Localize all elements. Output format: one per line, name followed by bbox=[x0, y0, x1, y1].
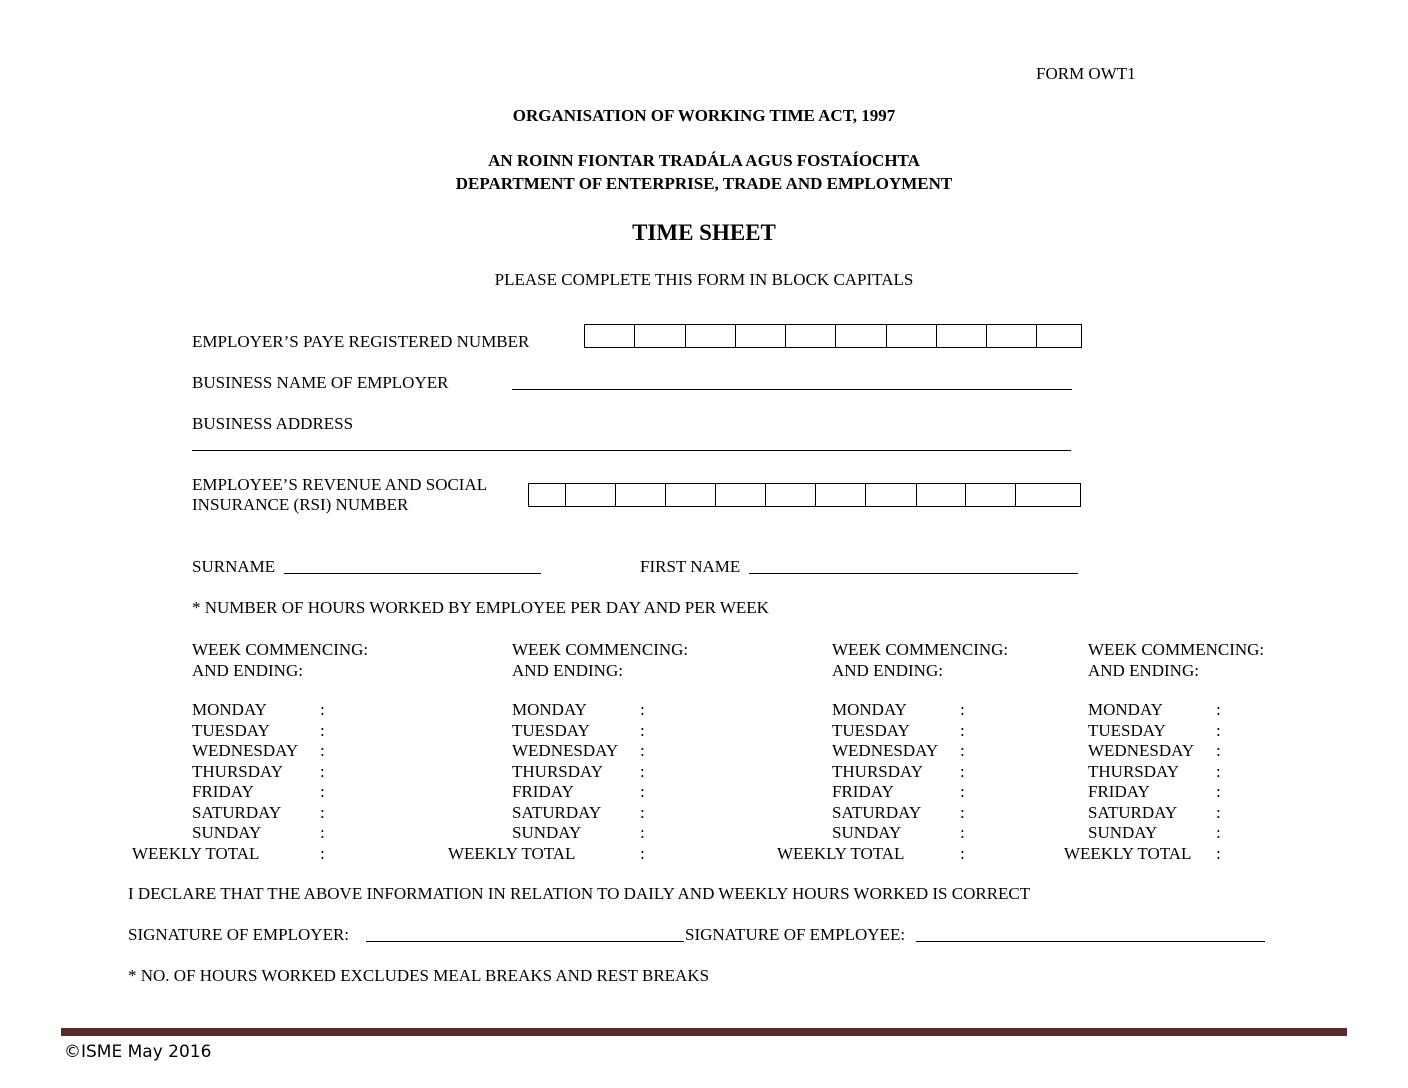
day-label-friday: FRIDAY bbox=[1088, 782, 1150, 801]
rsi-digit-box[interactable] bbox=[716, 484, 766, 506]
hours-entry-wednesday[interactable]: : bbox=[640, 741, 645, 760]
weekly-total-label: WEEKLY TOTAL bbox=[777, 843, 905, 863]
week-commencing-label: WEEK COMMENCING: bbox=[1088, 640, 1265, 659]
week-ending-label: AND ENDING: bbox=[1088, 660, 1199, 680]
week-ending-label: AND ENDING: bbox=[192, 660, 303, 680]
hours-entry-thursday[interactable]: : bbox=[960, 761, 965, 781]
hours-entry-tuesday[interactable]: : bbox=[1216, 720, 1221, 740]
rsi-digit-box[interactable] bbox=[917, 484, 967, 506]
day-label-saturday: SATURDAY bbox=[192, 802, 282, 822]
rsi-digit-box[interactable] bbox=[766, 484, 816, 506]
rsi-digit-box[interactable] bbox=[529, 484, 566, 506]
day-label-monday: MONDAY bbox=[832, 700, 907, 719]
footer-divider bbox=[61, 1028, 1347, 1036]
week-ending-label: AND ENDING: bbox=[832, 660, 943, 680]
day-label-monday: MONDAY bbox=[1088, 700, 1163, 719]
day-label-thursday: THURSDAY bbox=[832, 761, 924, 781]
weekly-total-entry[interactable]: : bbox=[640, 843, 645, 863]
business-name-label: BUSINESS NAME OF EMPLOYER bbox=[192, 373, 449, 392]
day-label-tuesday: TUESDAY bbox=[832, 720, 910, 740]
week-commencing-label: WEEK COMMENCING: bbox=[832, 640, 1009, 659]
week-column-2 bbox=[512, 640, 688, 681]
hours-entry-sunday[interactable]: : bbox=[320, 823, 325, 842]
surname-field[interactable] bbox=[284, 573, 541, 574]
paye-digit-box[interactable] bbox=[585, 325, 635, 347]
page-title: TIME SHEET bbox=[632, 220, 776, 245]
day-label-thursday: THURSDAY bbox=[192, 761, 284, 781]
act-title: ORGANISATION OF WORKING TIME ACT, 1997 bbox=[512, 106, 896, 125]
rsi-digit-box[interactable] bbox=[616, 484, 666, 506]
hours-entry-thursday[interactable]: : bbox=[1216, 761, 1221, 781]
instruction-text: PLEASE COMPLETE THIS FORM IN BLOCK CAPITALS bbox=[494, 270, 914, 289]
hours-entry-monday[interactable]: : bbox=[320, 700, 325, 719]
form-code: FORM OWT1 bbox=[1036, 64, 1136, 83]
week-commencing-label: WEEK COMMENCING: bbox=[192, 640, 369, 659]
paye-digit-box[interactable] bbox=[887, 325, 937, 347]
business-address-label: BUSINESS ADDRESS bbox=[192, 414, 354, 433]
hours-entry-friday[interactable]: : bbox=[960, 782, 965, 801]
hours-entry-saturday[interactable]: : bbox=[960, 802, 965, 822]
day-label-wednesday: WEDNESDAY bbox=[512, 741, 619, 760]
paye-digit-box[interactable] bbox=[836, 325, 887, 347]
day-label-saturday: SATURDAY bbox=[1088, 802, 1178, 822]
day-label-tuesday: TUESDAY bbox=[192, 720, 270, 740]
rsi-digit-box[interactable] bbox=[966, 484, 1016, 506]
hours-entry-thursday[interactable]: : bbox=[640, 761, 645, 781]
hours-entry-sunday[interactable]: : bbox=[1216, 823, 1221, 842]
hours-entry-sunday[interactable]: : bbox=[960, 823, 965, 842]
hours-entry-monday[interactable]: : bbox=[640, 700, 645, 719]
day-label-friday: FRIDAY bbox=[832, 782, 894, 801]
day-label-wednesday: WEDNESDAY bbox=[192, 741, 299, 760]
copyright-footer: ©ISME May 2016 bbox=[64, 1042, 212, 1062]
paye-digit-box[interactable] bbox=[635, 325, 686, 347]
paye-digit-box[interactable] bbox=[736, 325, 786, 347]
day-label-friday: FRIDAY bbox=[512, 782, 574, 801]
day-label-monday: MONDAY bbox=[512, 700, 587, 719]
weekly-total-entry[interactable]: : bbox=[1216, 843, 1221, 863]
hours-entry-monday[interactable]: : bbox=[1216, 700, 1221, 719]
hours-entry-friday[interactable]: : bbox=[1216, 782, 1221, 801]
declaration-text: I DECLARE THAT THE ABOVE INFORMATION IN RELATION TO DAILY AND WEEKLY HOURS WORKED IS CORRECT bbox=[128, 884, 1031, 903]
hours-entry-wednesday[interactable]: : bbox=[320, 741, 325, 760]
day-label-wednesday: WEDNESDAY bbox=[832, 741, 939, 760]
rsi-digit-box[interactable] bbox=[666, 484, 717, 506]
department-english: DEPARTMENT OF ENTERPRISE, TRADE AND EMPLOYMENT bbox=[455, 174, 953, 193]
paye-label: EMPLOYER’S PAYE REGISTERED NUMBER bbox=[192, 332, 530, 351]
rsi-digit-box[interactable] bbox=[866, 484, 917, 506]
day-label-wednesday: WEDNESDAY bbox=[1088, 741, 1195, 760]
week-commencing-label: WEEK COMMENCING: bbox=[512, 640, 689, 659]
weekly-total-entry[interactable]: : bbox=[320, 843, 325, 863]
weekly-total-label: WEEKLY TOTAL bbox=[132, 843, 260, 863]
hours-entry-saturday[interactable]: : bbox=[320, 802, 325, 822]
hours-entry-tuesday[interactable]: : bbox=[320, 720, 325, 740]
hours-entry-sunday[interactable]: : bbox=[640, 823, 645, 842]
department-irish: AN ROINN FIONTAR TRADÁLA AGUS FOSTAÍOCHTA bbox=[488, 151, 920, 170]
paye-digit-box[interactable] bbox=[937, 325, 987, 347]
hours-entry-friday[interactable]: : bbox=[320, 782, 325, 801]
hours-entry-tuesday[interactable]: : bbox=[640, 720, 645, 740]
hours-entry-wednesday[interactable]: : bbox=[960, 741, 965, 760]
employee-signature-field[interactable] bbox=[916, 941, 1265, 942]
day-label-sunday: SUNDAY bbox=[192, 823, 262, 842]
hours-entry-tuesday[interactable]: : bbox=[960, 720, 965, 740]
hours-entry-wednesday[interactable]: : bbox=[1216, 741, 1221, 760]
day-label-saturday: SATURDAY bbox=[832, 802, 922, 822]
day-label-friday: FRIDAY bbox=[192, 782, 254, 801]
breaks-note: * NO. OF HOURS WORKED EXCLUDES MEAL BREAKS AND REST BREAKS bbox=[128, 966, 710, 985]
weekly-total-entry[interactable]: : bbox=[960, 843, 965, 863]
week-column-3 bbox=[832, 640, 1008, 681]
rsi-digit-box[interactable] bbox=[816, 484, 866, 506]
day-label-sunday: SUNDAY bbox=[512, 823, 582, 842]
rsi-label-line1: EMPLOYEE’S REVENUE AND SOCIAL bbox=[192, 475, 488, 494]
week-ending-label: AND ENDING: bbox=[512, 660, 623, 680]
day-label-sunday: SUNDAY bbox=[1088, 823, 1158, 842]
day-label-tuesday: TUESDAY bbox=[512, 720, 590, 740]
paye-number-boxes[interactable] bbox=[584, 324, 1082, 348]
first-name-field[interactable] bbox=[749, 573, 1078, 574]
week-column-1 bbox=[192, 640, 368, 681]
day-label-thursday: THURSDAY bbox=[1088, 761, 1180, 781]
weekly-total-label: WEEKLY TOTAL bbox=[1064, 843, 1192, 863]
paye-digit-box[interactable] bbox=[686, 325, 736, 347]
day-label-tuesday: TUESDAY bbox=[1088, 720, 1166, 740]
employee-signature-label: SIGNATURE OF EMPLOYEE: bbox=[685, 925, 906, 944]
hours-entry-thursday[interactable]: : bbox=[320, 761, 325, 781]
weekly-total-label: WEEKLY TOTAL bbox=[448, 843, 576, 863]
paye-digit-box[interactable] bbox=[786, 325, 836, 347]
first-name-label: FIRST NAME bbox=[640, 557, 741, 576]
rsi-digit-box[interactable] bbox=[1016, 484, 1080, 506]
hours-entry-saturday[interactable]: : bbox=[640, 802, 645, 822]
business-name-field[interactable] bbox=[512, 389, 1072, 390]
day-label-sunday: SUNDAY bbox=[832, 823, 902, 842]
paye-digit-box[interactable] bbox=[1037, 325, 1081, 347]
surname-label: SURNAME bbox=[192, 557, 276, 576]
hours-entry-friday[interactable]: : bbox=[640, 782, 645, 801]
rsi-number-boxes[interactable] bbox=[528, 483, 1081, 507]
employer-signature-label: SIGNATURE OF EMPLOYER: bbox=[128, 925, 350, 944]
employer-signature-field[interactable] bbox=[366, 941, 684, 942]
rsi-digit-box[interactable] bbox=[566, 484, 616, 506]
hours-note: * NUMBER OF HOURS WORKED BY EMPLOYEE PER DAY AND PER WEEK bbox=[192, 598, 769, 617]
day-label-saturday: SATURDAY bbox=[512, 802, 602, 822]
day-label-thursday: THURSDAY bbox=[512, 761, 604, 781]
week-column-4 bbox=[1088, 640, 1264, 681]
hours-entry-saturday[interactable]: : bbox=[1216, 802, 1221, 822]
hours-entry-monday[interactable]: : bbox=[960, 700, 965, 719]
business-address-field[interactable] bbox=[192, 450, 1071, 451]
day-label-monday: MONDAY bbox=[192, 700, 267, 719]
rsi-label-line2: INSURANCE (RSI) NUMBER bbox=[192, 495, 409, 514]
paye-digit-box[interactable] bbox=[987, 325, 1037, 347]
